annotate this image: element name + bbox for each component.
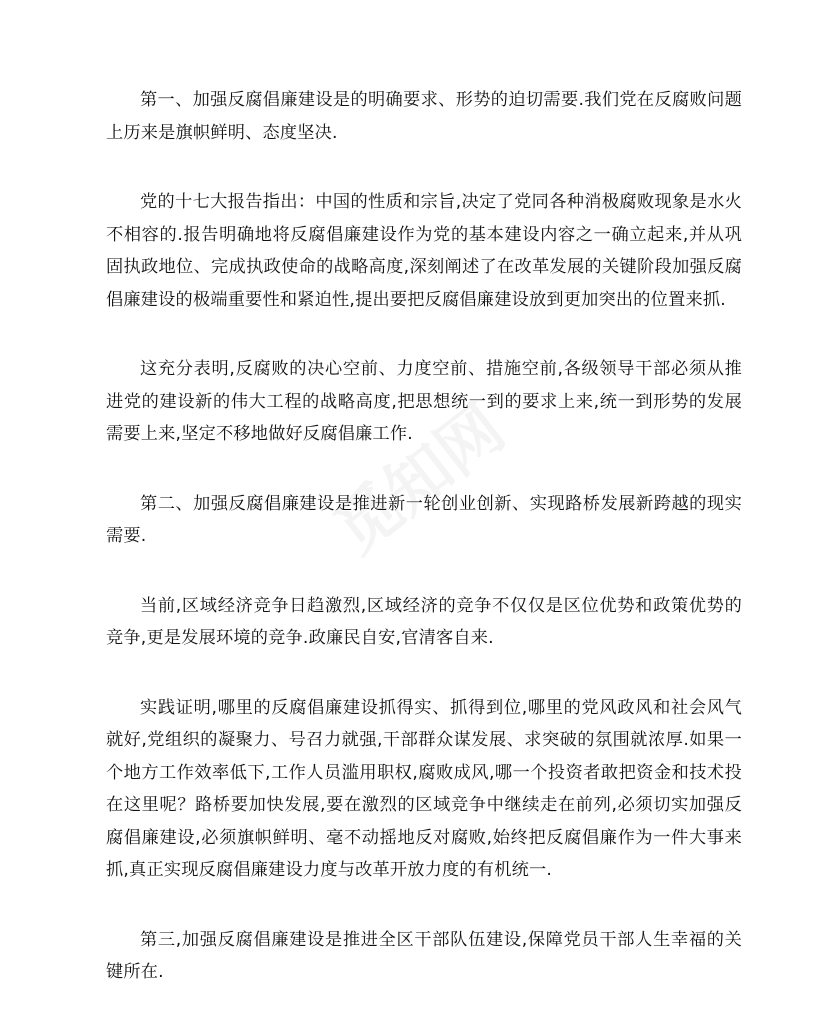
paragraph-6: 实践证明,哪里的反腐倡廉建设抓得实、抓得到位,哪里的党风政风和社会风气就好,党组织的凝聚力、号召力就强,干部群众谋发展、求突破的氛围就浓厚.如果一个地方工作效率低下,工作人员滥用职权,腐败成风,哪一个投资者敢把资金和技术投在这里呢？路桥要加快发展,要在激烈的区域竞争中继续走在前列,必须切实加强反腐倡廉建设,必须旗帜鲜明、毫不动摇地反对腐败,始终把反腐倡廉作为一件大事来抓,真正实现反腐倡廉建设力度与改革开放力度的有机统一. xyxy=(106,697,742,880)
paragraph-1: 第一、加强反腐倡廉建设是的明确要求、形势的迫切需要.我们党在反腐败问题上历来是旗帜鲜明、态度坚决. xyxy=(106,90,742,143)
paragraph-2: 党的十七大报告指出：中国的性质和宗旨,决定了党同各种消极腐败现象是水火不相容的.报告明确地将反腐倡廉建设作为党的基本建设内容之一确立起来,并从巩固执政地位、完成执政使命的战略高度,深刻阐述了在改革发展的关键阶段加强反腐倡廉建设的极端重要性和紧迫性,提出要把反腐倡廉建设放到更加突出的位置来抓. xyxy=(106,192,742,310)
document-body xyxy=(106,84,742,1026)
paragraph-5: 当前,区域经济竞争日趋激烈,区域经济的竞争不仅仅是区位优势和政策优势的竞争,更是发展环境的竞争.政廉民自安,官清客自来. xyxy=(106,595,742,648)
paragraph-7: 第三,加强反腐倡廉建设是推进全区干部队伍建设,保障党员干部人生幸福的关键所在. xyxy=(106,929,742,982)
paragraph-4: 第二、加强反腐倡廉建设是推进新一轮创业创新、实现路桥发展新跨越的现实需要. xyxy=(106,493,742,546)
paragraph-3: 这充分表明,反腐败的决心空前、力度空前、措施空前,各级领导干部必须从推进党的建设新的伟大工程的战略高度,把思想统一到的要求上来,统一到形势的发展需要上来,坚定不移地做好反腐倡廉工作. xyxy=(106,359,742,444)
